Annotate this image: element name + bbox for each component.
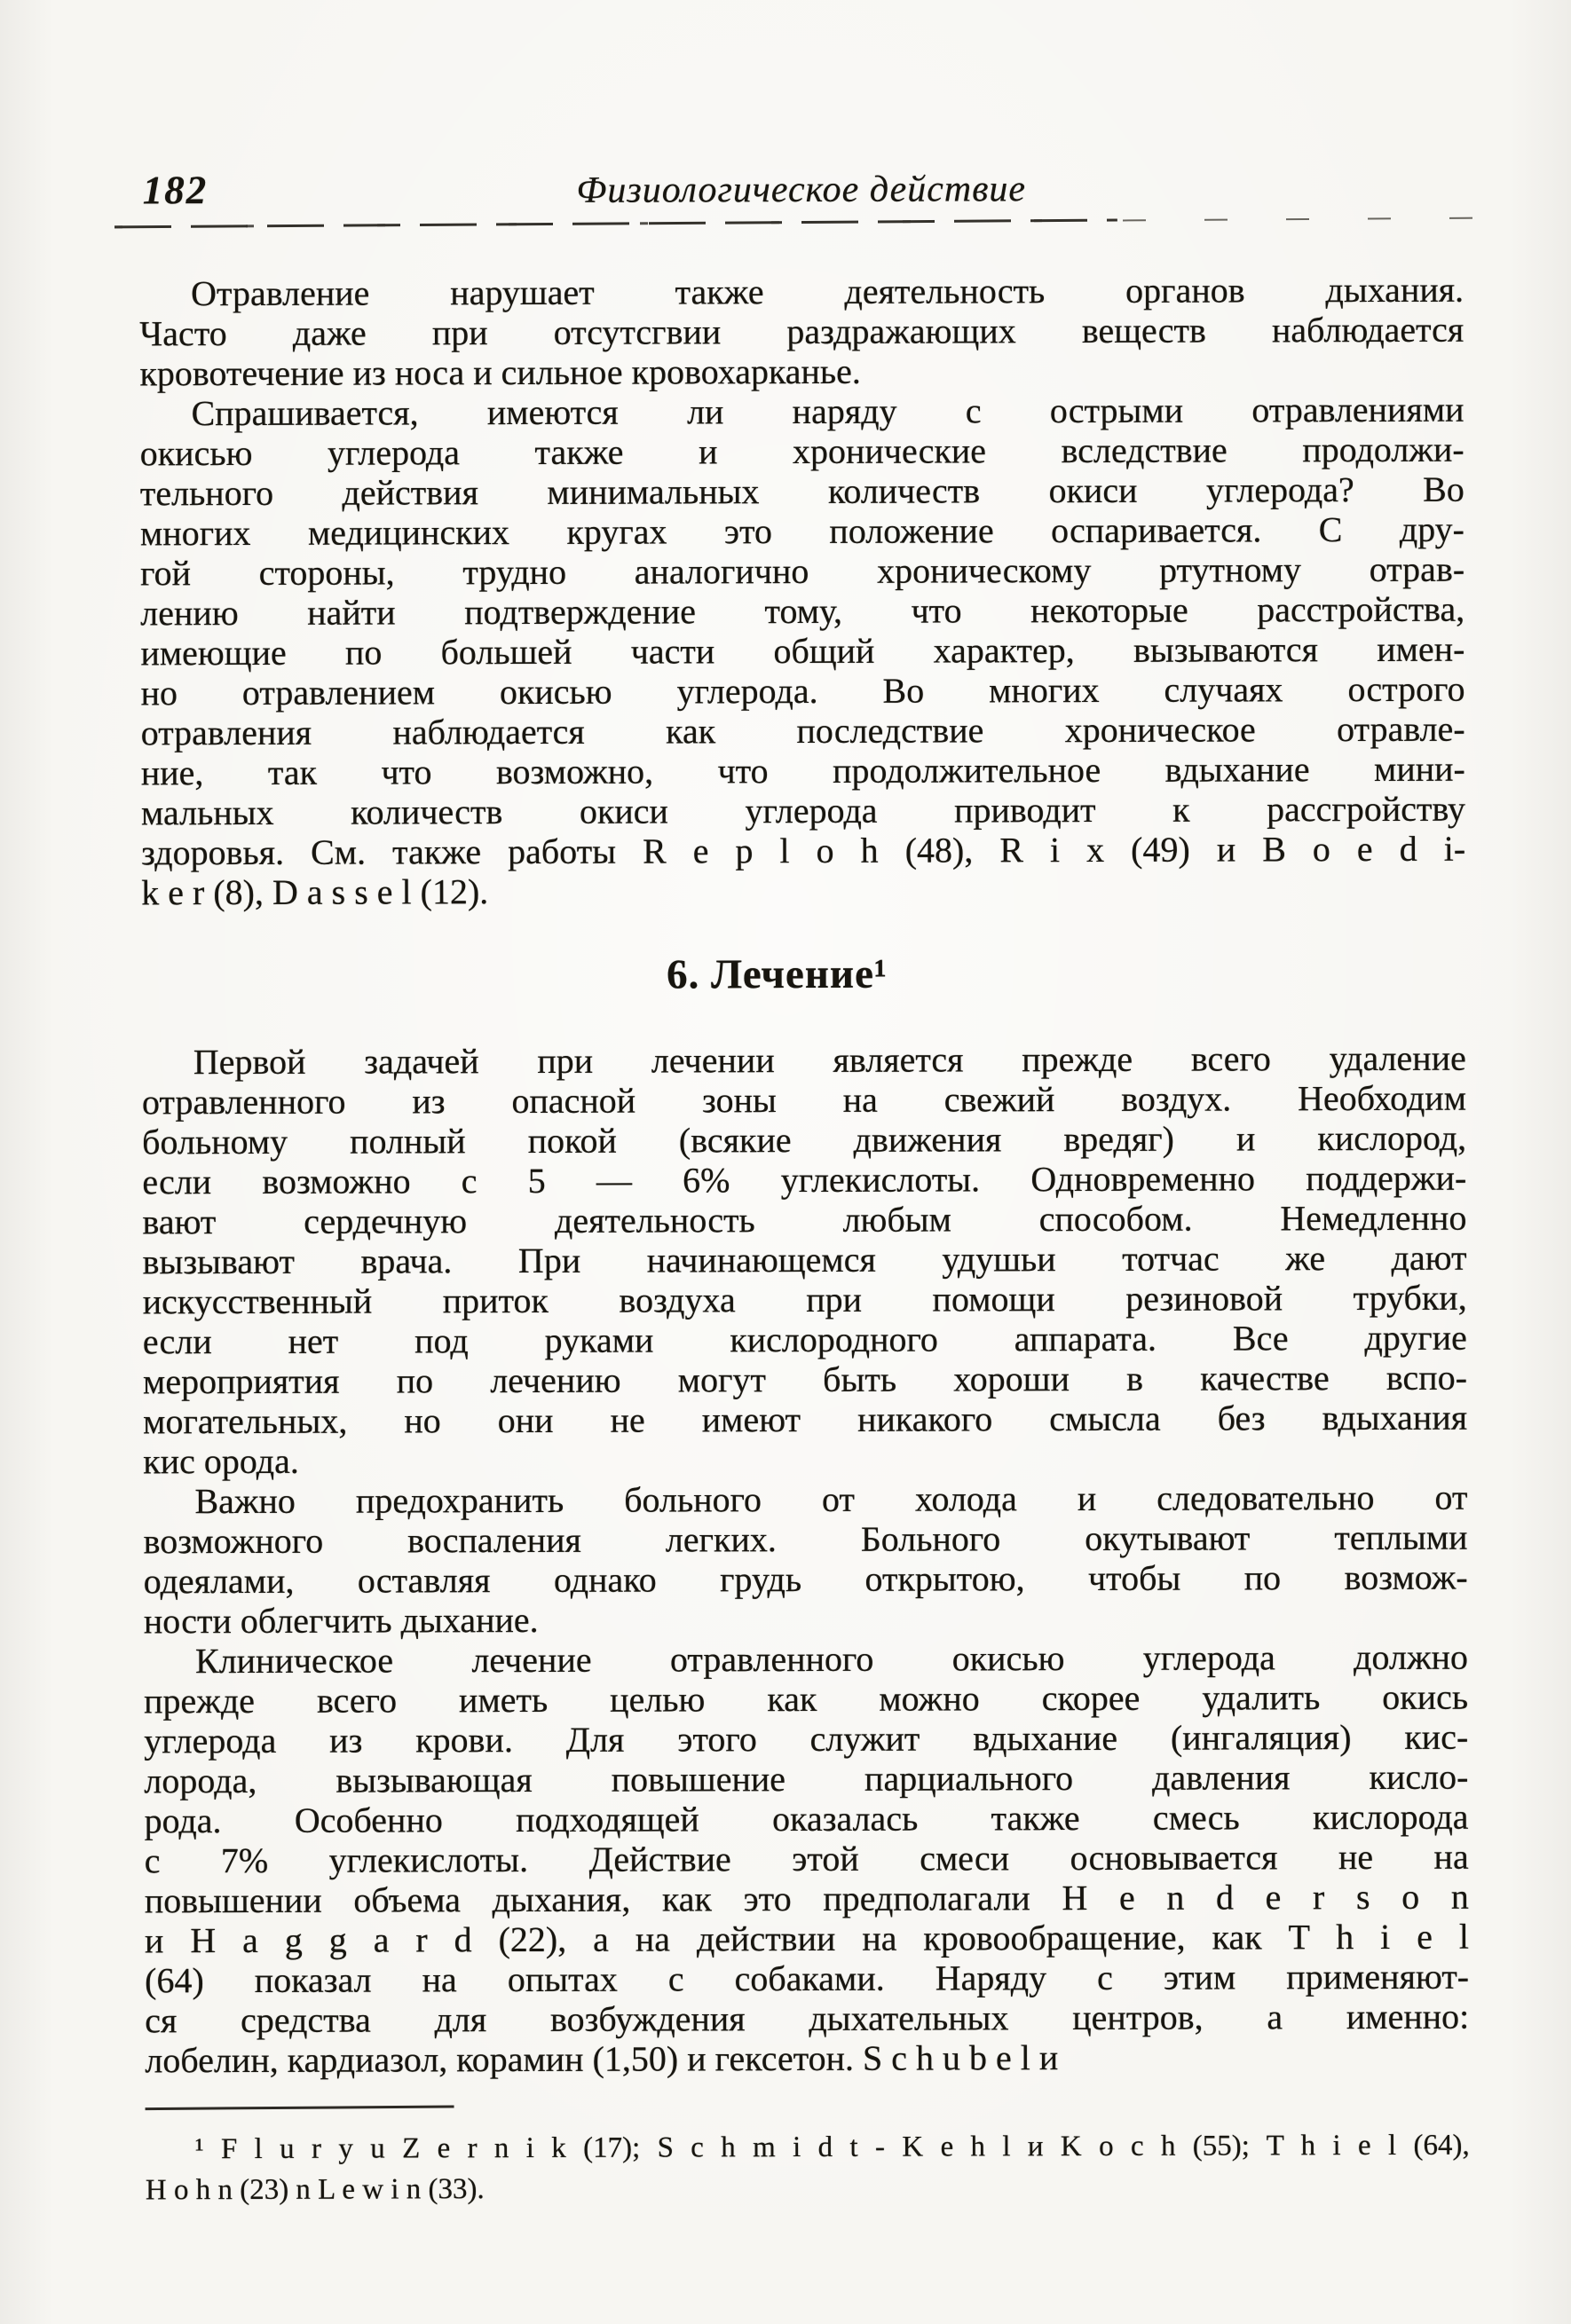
page-number: 182 xyxy=(142,168,209,213)
text-line: могательных, но они не имеют никакого смысла без вдыхания xyxy=(143,1397,1468,1442)
text-line: вызывают врача. При начинающемся удушьи тотчас же дают xyxy=(142,1237,1467,1282)
page-content xyxy=(138,0,1470,2210)
text-line: искусственный приток воздуха при помощи резиновой трубки, xyxy=(142,1277,1467,1322)
paragraph xyxy=(143,1477,1468,1642)
paragraph xyxy=(146,2125,1470,2211)
text-line: Часто даже при отсутсгвии раздражающих веществ наблюдается xyxy=(139,309,1464,354)
text-line: больному полный покой (всякие движения вредяг) и кислород, xyxy=(142,1117,1467,1162)
text-line: и H a g g a r d (22), а на действии на кровообращение, как T h i e l xyxy=(144,1916,1470,1961)
text-line: отравления наблюдается как последствие хроническое отравле- xyxy=(140,708,1465,753)
text-line: имеющие по большей части общий характер, вызываются имен- xyxy=(140,628,1465,674)
text-line: Спрашивается, имеются ли наряду с острыми отравлениями xyxy=(191,389,1464,434)
paragraph xyxy=(144,1637,1470,2081)
treatment-paragraphs xyxy=(142,1038,1470,2081)
header-rule xyxy=(114,216,1481,231)
text-line: Клиническое лечение отравленного окисью углерода должно xyxy=(194,1636,1469,1682)
text-line: углерода из крови. Для этого служит вдыхание (ингаляция) кис- xyxy=(144,1716,1469,1761)
intro-paragraphs xyxy=(139,270,1465,913)
text-line: ся средства для возбуждения дыхательных центров, а именно: xyxy=(145,1996,1470,2041)
text-line: тельного действия минимальных количеств окиси углерода? Во xyxy=(139,469,1464,514)
body-text xyxy=(139,270,1469,2081)
text-line: окисью углерода также и хронические вследствие продолжи- xyxy=(139,429,1464,474)
text-line: лобелин, кардиазол, корамин (1,50) и гексетон. S c h u b e l и xyxy=(145,2037,1059,2081)
text-line: гой стороны, трудно аналогично хроническому ртутному отрав- xyxy=(140,548,1465,594)
text-line: ности облегчить дыхание. xyxy=(143,1599,539,1642)
header-rule-right-segment xyxy=(1123,217,1478,222)
text-line: отравленного из опасной зоны на свежий воздух. Необходим xyxy=(141,1077,1467,1123)
text-line: лорода, вызывающая повышение парциального давления кисло- xyxy=(144,1756,1469,1801)
text-line: ние, так что возможно, что продолжительное вдыхание мини- xyxy=(140,748,1465,793)
paragraph xyxy=(139,390,1465,913)
text-line: (64) показал на опытах с собаками. Наряду с этим применяют- xyxy=(145,1956,1470,2001)
text-line: если нет под руками кислородного аппарата. Все другие xyxy=(142,1317,1467,1362)
paragraph xyxy=(139,270,1464,394)
section-heading: 6. Лечение¹ xyxy=(667,950,888,998)
header-rule-left-segment xyxy=(114,219,1117,229)
text-line: Важно предохранить больного от холода и следовательно от xyxy=(194,1477,1468,1522)
text-line: H o h n (23) n L e w i n (33). xyxy=(145,2173,485,2207)
text-line: лению найти подтверждение тому, что некоторые расстройства, xyxy=(140,588,1465,634)
running-title: Физиологическое действие xyxy=(576,169,1027,211)
footnote-rule xyxy=(146,2105,454,2110)
text-line: прежде всего иметь целью как можно скорее удалить окись xyxy=(144,1676,1469,1721)
paragraph xyxy=(142,1038,1468,1482)
text-line: с 7% углекислоты. Действие этой смеси основывается не на xyxy=(144,1836,1469,1881)
text-line: мероприятия по лечению могут быть хороши в качестве вспо- xyxy=(142,1357,1468,1402)
text-line: если возможно с 5 — 6% углекислоты. Одновременно поддержи- xyxy=(142,1157,1467,1202)
text-line: но отравлением окисью углерода. Во многих случаях острого xyxy=(140,668,1465,713)
page-header xyxy=(139,167,1464,216)
text-line: мальных количеств окиси углерода приводит к рассгройству xyxy=(140,788,1466,833)
text-line: повышении объема дыхания, как это предполагали H e n d e r s o n xyxy=(144,1876,1469,1921)
text-line: k e r (8), D a s s e l (12). xyxy=(141,871,489,913)
text-line: возможного воспаления легких. Больного окутывают теплыми xyxy=(143,1517,1468,1562)
footnote xyxy=(146,2125,1470,2211)
text-line: многих медицинских кругах это положение оспаривается. С дру- xyxy=(139,508,1465,554)
text-line: вают сердечную деятельность любым способом. Немедленно xyxy=(142,1197,1467,1242)
text-line: рода. Особенно подходящей оказалась также смесь кислорода xyxy=(144,1796,1469,1841)
text-line: Отравление нарушает также деятельность органов дыхания. xyxy=(191,269,1464,314)
text-line: кис орода. xyxy=(143,1440,299,1482)
text-line: здоровья. См. также работы R e p l o h (48), R i x (49) и B o e d i- xyxy=(141,828,1466,873)
text-line: ¹ F l u r y u Z e r n i k (17); S c h m i d t - K e h l и K o c h (55); T h i e l (64), xyxy=(194,2129,1470,2166)
text-line: одеялами, оставляя однако грудь открытою, чтобы по возмож- xyxy=(143,1556,1468,1602)
text-line: кровотечение из носа и сильное кровохарканье. xyxy=(139,351,861,394)
text-line: Первой задачей при лечении является прежде всего удаление xyxy=(193,1037,1466,1083)
